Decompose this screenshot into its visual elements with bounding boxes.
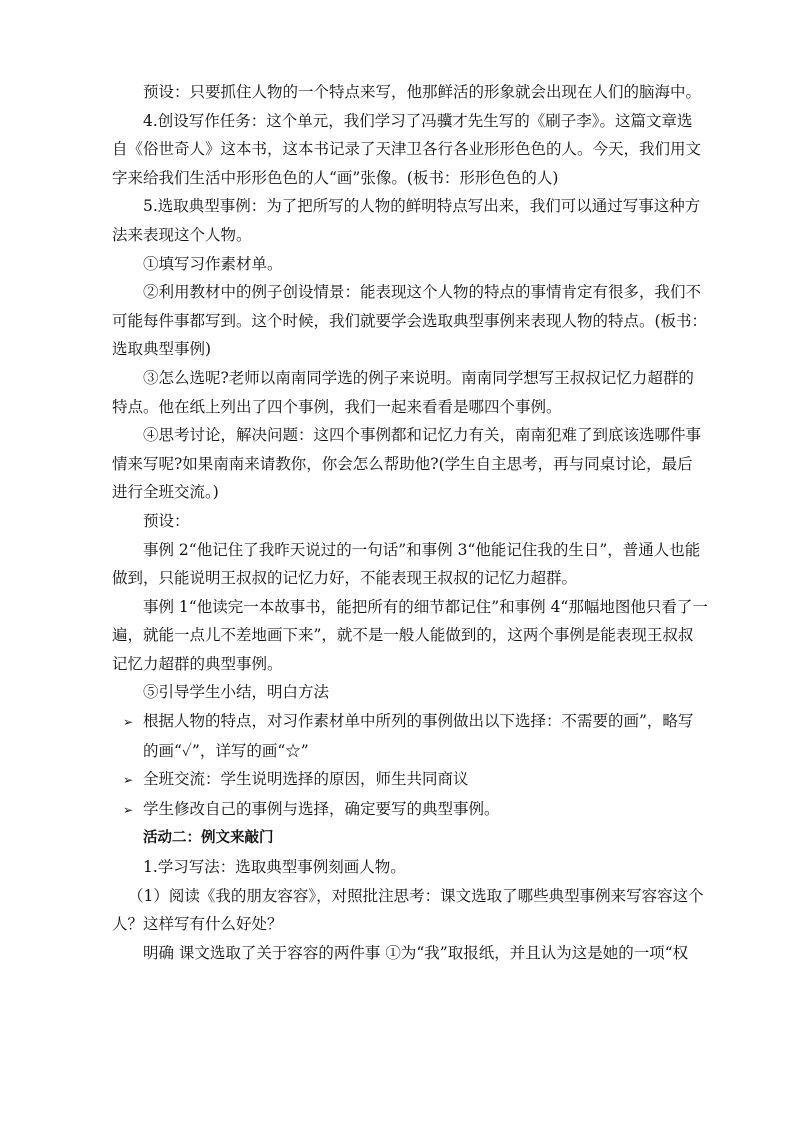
bullet-text: 全班交流：学生说明选择的原因，师生共同商议 [143,770,469,789]
paragraph: ②利用教材中的例子创设情景：能表现这个人物的特点的事情肯定有很多，我们不可能每件事都写到。这个时候，我们就要学会选取典型事例来表现人物的特点。(板书：选取典型事例) [112,283,708,359]
paragraph: 预设： [143,511,190,530]
paragraph: ④思考讨论，解决问题：这四个事例都和记忆力有关，南南犯难了到底该选哪件事情来写呢?如果南南来请教你，你会怎么帮助他?(学生自主思考，再与同桌讨论，最后进行全班交流。) [112,426,702,502]
paragraph: 5.选取典型事例：为了把所写的人物的鲜明特点写出来，我们可以通过写事这种方法来表现这个人物。 [112,197,701,244]
paragraph: 预设：只要抓住人物的一个特点来写，他那鲜活的形象就会出现在人们的脑海中。 [143,83,702,101]
paragraph: （1）阅读《我的朋友容容》，对照批注思考：课文选取了哪些典型事例来写容容这个人？这样写有什么好处？ [112,886,704,934]
paragraph: ⑤引导学生小结，明白方法 [143,683,330,702]
arrow-bullet-icon: ➢ [123,715,134,730]
arrow-bullet-icon: ➢ [123,773,134,788]
paragraph: 明确 课文选取了关于容容的两件事 ①为“我”取报纸，并且认为这是她的一项“权 [143,943,689,962]
bullet-text: 学生修改自己的事例与选择，确定要写的典型事例。 [143,799,500,818]
bullet-item [112,707,708,765]
paragraph: ③怎么选呢?老师以南南同学选的例子来说明。南南同学想写王叔叔记忆力超群的特点。他在纸上列出了四个事例，我们一起来看看是哪四个事例。 [112,368,694,416]
paragraph: 事例 2“他记住了我昨天说过的一句话”和事例 3“他能记住我的生日”，普通人也能做到，只能说明王叔叔的记忆力好，不能表现王叔叔的记忆力超群。 [112,540,701,588]
paragraph: ①填写习作素材单。 [143,254,283,273]
paragraph: 4.创设写作任务：这个单元，我们学习了冯骥才先生写的《刷子李》。这篇文章选自《俗世奇人》这本书，这本书记录了天津卫各行各业形形色色的人。今天，我们用文字来给我们生活中形形色色的人“画”张像。(板书：形形色色的人) [112,111,702,187]
bullet-item [112,795,708,825]
bullet-text: 根据人物的特点，对习作素材单中所列的事例做出以下选择：不需要的画”，略写的画“✓”，详写的画“☆” [143,712,694,760]
arrow-bullet-icon: ➢ [123,802,134,817]
bullet-item [112,765,708,795]
section-heading: 活动二：例文来敲门 [143,830,274,847]
paragraph: 1.学习写法：选取典型事例刻画人物。 [143,858,406,877]
paragraph: 事例 1“他读完一本故事书，能把所有的细节都记住”和事例 4“那幅地图他只看了一遍，就能一点儿不差地画下来”，就不是一般人能做到的，这两个事例是能表现王叔叔记忆力超群的典型事例。 [112,597,708,673]
